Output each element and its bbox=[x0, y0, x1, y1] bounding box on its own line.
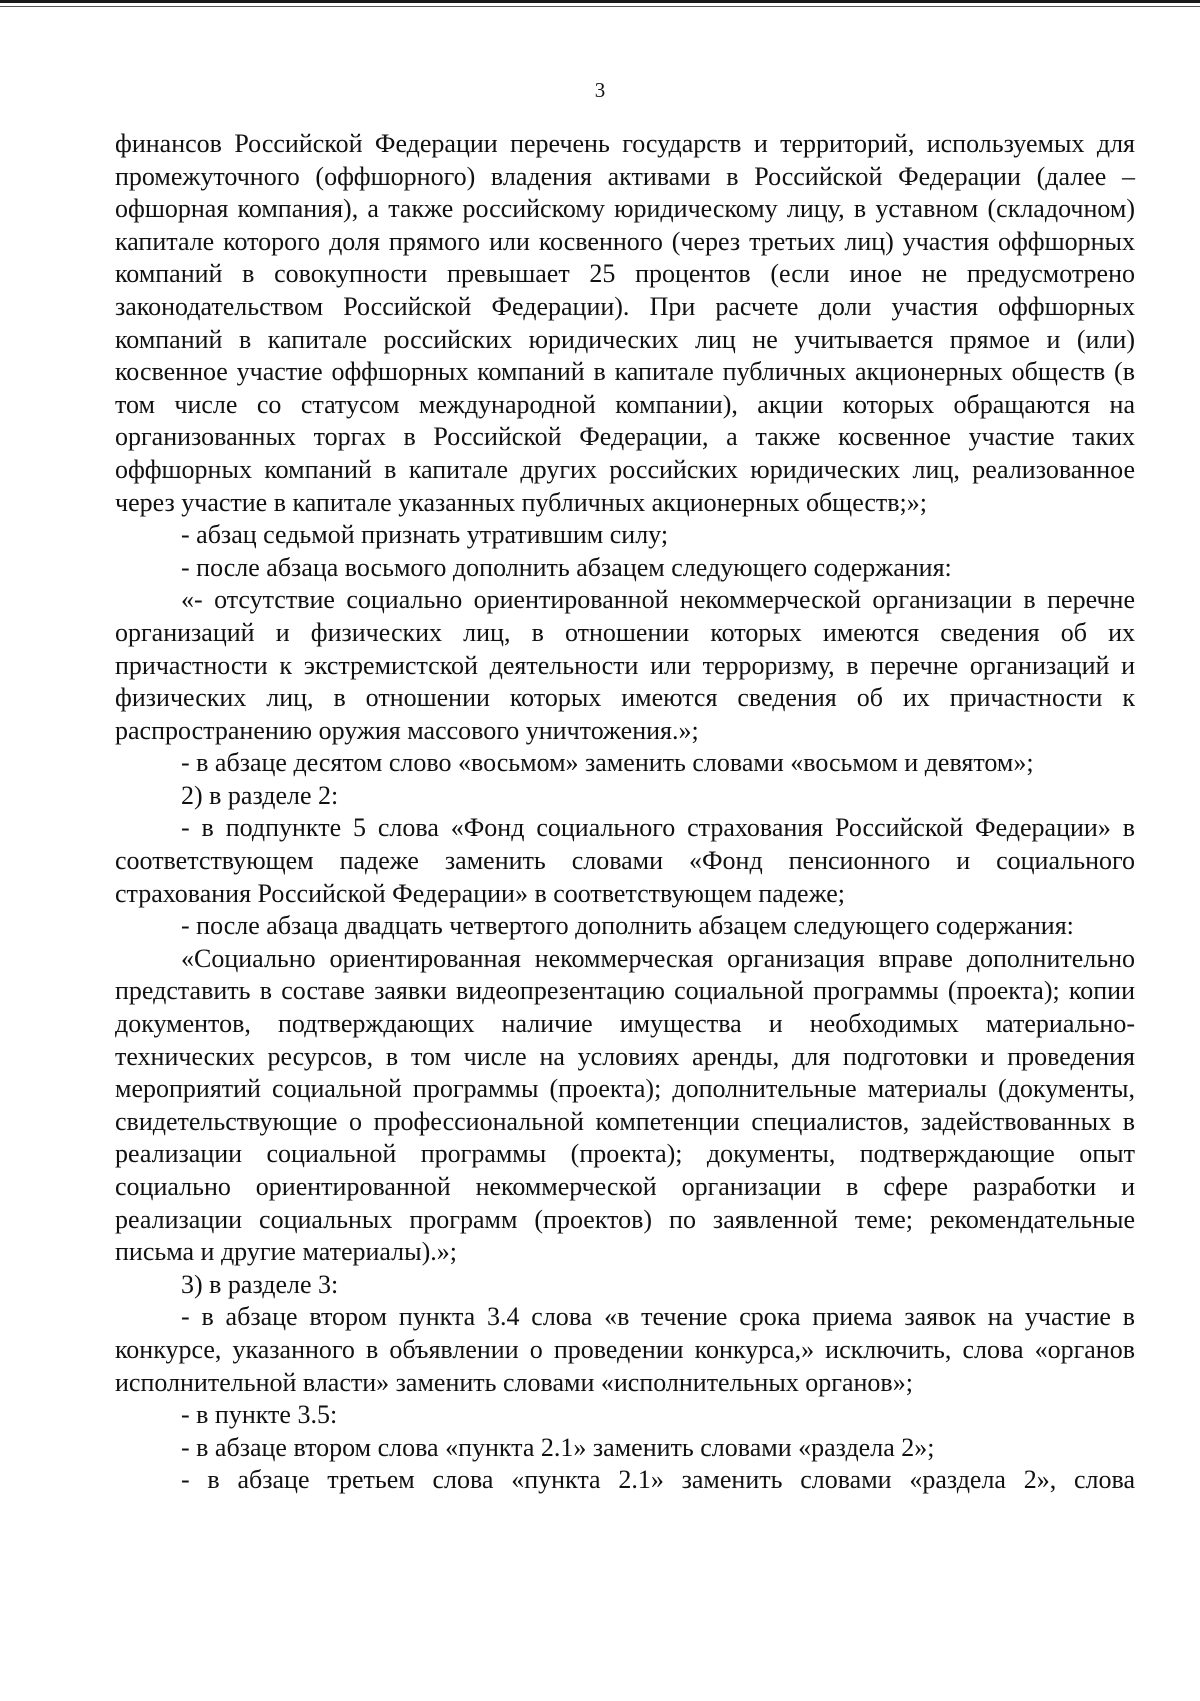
paragraph-offshore-continuation: финансов Российской Федерации перечень государств и территорий, используемых для промежуточного (оффшорного) владения активами в Российской Федерации (далее – офшорная компания), а также российскому юридическому лицу, в уставном (складочном) капитале которого доля прямого или косвенного (через третьих лиц) участия оффшорных компаний в совокупности превышает 25 процентов (если иное не предусмотрено законодательством Российской Федерации). При расчете доли участия оффшорных компаний в капитале российских юридических лиц не учитывается прямое и (или) косвенное участие оффшорных компаний в капитале публичных акционерных обществ (в том числе со статусом международной компании), акции которых обращаются на организованных торгах в Российской Федерации, а также косвенное участие таких оффшорных компаний в капитале других российских юридических лиц, реализованное через участие в капитале указанных публичных акционерных обществ;»; bbox=[115, 129, 1135, 517]
paragraph-subpoint-5: - в подпункте 5 слова «Фонд социального страхования Российской Федерации» в соответствующем падеже заменить словами «Фонд пенсионного и социального страхования Российской Федерации» в соответствующем падеже; bbox=[115, 813, 1135, 908]
paragraph-after-abzac-24: - после абзаца двадцать четвертого дополнить абзацем следующего содержания: bbox=[181, 911, 1074, 941]
paragraph-section-3: 3) в разделе 3: bbox=[181, 1269, 339, 1299]
paragraph-abzac-3: - в абзаце третьем слова «пункта 2.1» заменить словами «раздела 2», слова bbox=[181, 1465, 1135, 1495]
paragraph-abzac-2: - в абзаце втором слова «пункта 2.1» заменить словами «раздела 2»; bbox=[181, 1432, 935, 1462]
page-number: 3 bbox=[594, 78, 606, 102]
paragraph-point-3-5: - в пункте 3.5: bbox=[181, 1400, 338, 1430]
paragraph-sonko-quote: «Социально ориентированная некоммерческая организация вправе дополнительно представить в составе заявки видеопрезентацию социальной программы (проекта); копии документов, подтверждающих наличие имущества и необходимых материально-технических ресурсов, в том числе на условиях аренды, для подготовки и проведения мероприятий социальной программы (проекта); дополнительные материалы (документы, свидетельствующие о профессиональной компетенции специалистов, задействованных в реализации социальной программы (проекта); документы, подтверждающие опыт социально ориентированной некоммерческой организации в сфере разработки и реализации социальных программ (проектов) по заявленной теме; рекомендательные письма и другие материалы).»; bbox=[115, 943, 1135, 1267]
paragraph-abzac-7: - абзац седьмой признать утратившим силу; bbox=[181, 520, 669, 550]
paragraph-section-2: 2) в разделе 2: bbox=[181, 780, 339, 810]
paragraph-after-abzac-8: - после абзаца восьмого дополнить абзацем следующего содержания: bbox=[181, 552, 952, 582]
paragraph-abzac-10: - в абзаце десятом слово «восьмом» заменить словами «восьмом и девятом»; bbox=[181, 748, 1034, 778]
top-border-line bbox=[0, 0, 1200, 3]
paragraph-extremism-quote: «- отсутствие социально ориентированной некоммерческой организации в перечне организаций и физических лиц, в отношении которых имеются сведения об их причастности к экстремистской деятельности или терроризму, в перечне организаций и физических лиц, в отношении которых имеются сведения об их причастности к распространению оружия массового уничтожения.»; bbox=[115, 585, 1135, 745]
document-body bbox=[115, 128, 1135, 1497]
top-border-line-thin bbox=[0, 6, 1200, 7]
paragraph-point-3-4: - в абзаце втором пункта 3.4 слова «в течение срока приема заявок на участие в конкурсе, указанного в объявлении о проведении конкурса,» исключить, слова «органов исполнительной власти» заменить словами «исполнительных органов»; bbox=[115, 1302, 1135, 1397]
